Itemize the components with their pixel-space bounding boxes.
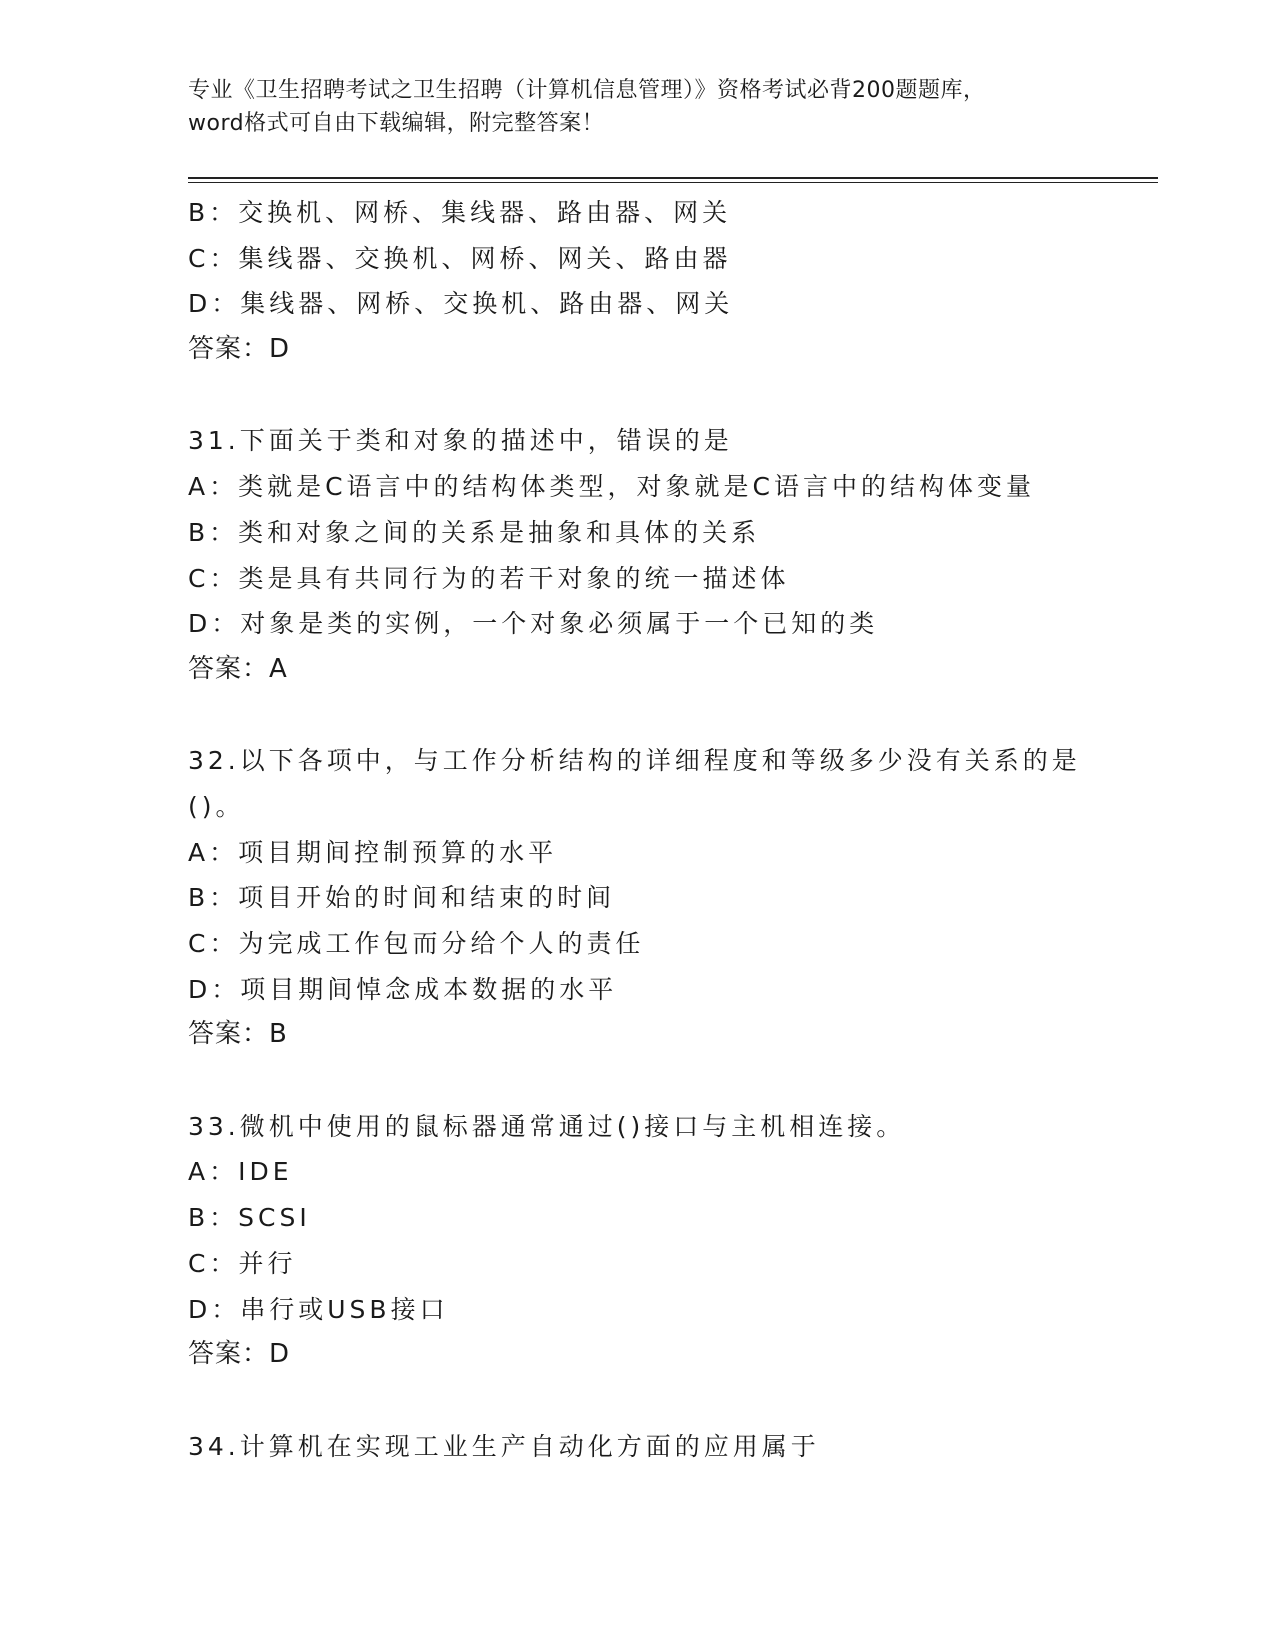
option-d: D：集线器、网桥、交换机、路由器、网关	[188, 289, 734, 319]
option-d: D：串行或USB接口	[188, 1294, 449, 1324]
option-c: C：并行	[188, 1248, 297, 1278]
question-32	[188, 738, 1148, 1058]
question-content	[188, 190, 1148, 1469]
option-c: C：集线器、交换机、网桥、网关、路由器	[188, 243, 732, 273]
header-line-1: 专业《卫生招聘考试之卫生招聘（计算机信息管理）》资格考试必背200题题库，	[188, 78, 986, 103]
question-stem: 32.以下各项中，与工作分析结构的详细程度和等级多少没有关系的是	[188, 746, 1081, 776]
answer-label: 答案：	[188, 334, 270, 365]
option-b: B：类和对象之间的关系是抽象和具体的关系	[188, 517, 761, 547]
answer-value: A	[269, 653, 288, 684]
question-33	[188, 1104, 1148, 1378]
option-a: A：项目期间控制预算的水平	[188, 837, 558, 867]
answer-line	[188, 327, 1148, 373]
answer-value: D	[269, 1339, 291, 1370]
option-d: D：对象是类的实例，一个对象必须属于一个已知的类	[188, 609, 879, 639]
header-line-2: word格式可自由下载编辑，附完整答案！	[188, 111, 605, 136]
answer-line	[188, 1012, 1148, 1058]
question-34	[188, 1424, 1148, 1470]
answer-label: 答案：	[188, 1339, 270, 1370]
answer-label: 答案：	[188, 1019, 270, 1050]
option-c: C：为完成工作包而分给个人的责任	[188, 929, 645, 958]
option-a: A：类就是C语言中的结构体类型，对象就是C语言中的结构体变量	[188, 472, 1036, 502]
question-stem: 33.微机中使用的鼠标器通常通过()接口与主机相连接。	[188, 1111, 906, 1141]
answer-label: 答案：	[188, 653, 270, 684]
header-rule-thick	[188, 177, 1158, 179]
page-header	[188, 74, 1088, 140]
question-31	[188, 418, 1148, 692]
answer-line	[188, 647, 1148, 693]
option-b: B：项目开始的时间和结束的时间	[188, 883, 616, 913]
option-a: A：IDE	[188, 1157, 293, 1187]
answer-value: D	[269, 334, 291, 365]
answer-line	[188, 1332, 1148, 1378]
question-stem: 34.计算机在实现工业生产自动化方面的应用属于	[188, 1431, 820, 1461]
header-rule-thin	[188, 182, 1158, 183]
continued-question	[188, 190, 1148, 373]
question-stem-continued: ()。	[188, 791, 245, 821]
option-c: C：类是具有共同行为的若干对象的统一描述体	[188, 563, 790, 593]
option-b: B：交换机、网桥、集线器、路由器、网关	[188, 198, 732, 227]
question-stem: 31.下面关于类和对象的描述中，错误的是	[188, 426, 733, 456]
option-b: B：SCSI	[188, 1203, 311, 1233]
option-d: D：项目期间悼念成本数据的水平	[188, 974, 618, 1004]
answer-value: B	[269, 1019, 288, 1050]
